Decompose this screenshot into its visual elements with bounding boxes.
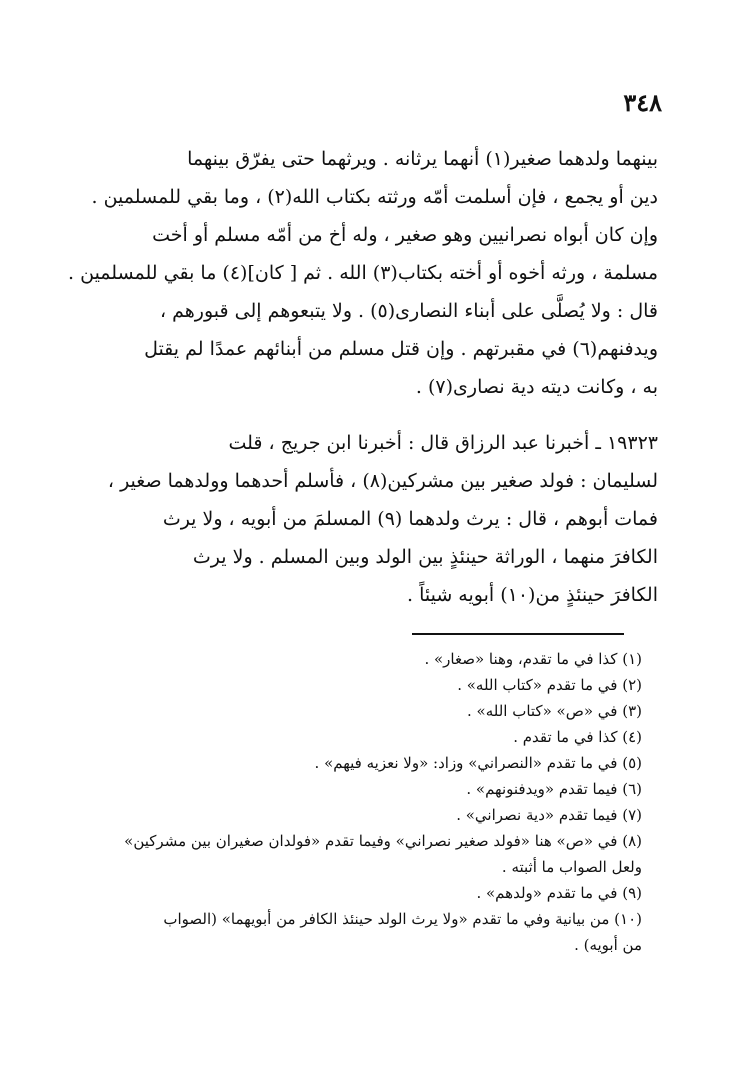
text-line: وإن كان أبواه نصرانيين وهو صغير ، وله أخ من أمّه مسلم أو أخت xyxy=(152,224,658,246)
text-line: بينهما ولدهما صغير(١) أنهما يرثانه . ويرثهما حتى يفرّق بينهما xyxy=(187,148,658,170)
text-line: فمات أبوهم ، قال : يرث ولدهما (٩) المسلمَ من أبويه ، ولا يرث xyxy=(162,508,658,530)
footnote-7: (٧) فيما تقدم «دية نصراني» . xyxy=(456,806,642,824)
text-line: قال : ولا يُصلَّى على أبناء النصارى(٥) . ولا يتبعوهم إلى قبورهم ، xyxy=(159,300,658,322)
footnote-3: (٣) في «ص» «كتاب الله» . xyxy=(466,702,642,720)
main-text xyxy=(68,140,658,614)
text-line: دين أو يجمع ، فإن أسلمت أمّه ورثته بكتاب الله(٢) ، وما بقي للمسلمين . xyxy=(91,186,658,208)
footnote-9: (٩) في ما تقدم «ولدهم» . xyxy=(476,884,642,902)
text-line: ويدفنهم(٦) في مقبرتهم . وإن قتل مسلم من أبنائهم عمدًا لم يقتل xyxy=(144,338,658,360)
footnote-8-continuation: ولعل الصواب ما أثبته . xyxy=(501,858,642,876)
footnote-4: (٤) كذا في ما تقدم . xyxy=(513,728,642,746)
text-line: مسلمة ، ورثه أخوه أو أخته بكتاب(٣) الله . ثم [ كان](٤) ما بقي للمسلمين . xyxy=(68,262,658,284)
footnote-1: (١) كذا في ما تقدم، وهنا «صغار» . xyxy=(424,650,642,668)
page-number: ٣٤٨ xyxy=(623,88,662,117)
text-line: الكافرَ منهما ، الوراثة حينئذٍ بين الولد وبين المسلم . ولا يرث xyxy=(192,546,658,568)
text-line: الكافرَ حينئذٍ من(١٠) أبويه شيئاً . xyxy=(407,584,658,606)
paragraph-1 xyxy=(68,140,658,406)
footnote-10: (١٠) من بيانية وفي ما تقدم «ولا يرث الولد حينئذ الكافر من أبويهما» (الصواب xyxy=(163,910,642,928)
footnote-2: (٢) في ما تقدم «كتاب الله» . xyxy=(457,676,642,694)
text-line: لسليمان : فولد صغير بين مشركين(٨) ، فأسلم أحدهما وولدهما صغير ، xyxy=(107,470,658,492)
text-line: ١٩٣٢٣ ـ أخبرنا عبد الرزاق قال : أخبرنا ابن جريج ، قلت xyxy=(228,432,658,454)
footnote-10-continuation: من أبويه) . xyxy=(574,936,642,954)
footnote-divider xyxy=(412,633,624,635)
footnote-8: (٨) في «ص» هنا «فولد صغير نصراني» وفيما تقدم «فولدان صغيران بين مشركين» xyxy=(124,832,642,850)
paragraph-2 xyxy=(92,424,658,614)
text-line: به ، وكانت ديته دية نصارى(٧) . xyxy=(415,376,658,398)
footnotes-list xyxy=(82,646,642,958)
footnote-5: (٥) في ما تقدم «النصراني» وزاد: «ولا نعزيه فيهم» . xyxy=(314,754,642,772)
footnote-6: (٦) فيما تقدم «ويدفنونهم» . xyxy=(466,780,642,798)
